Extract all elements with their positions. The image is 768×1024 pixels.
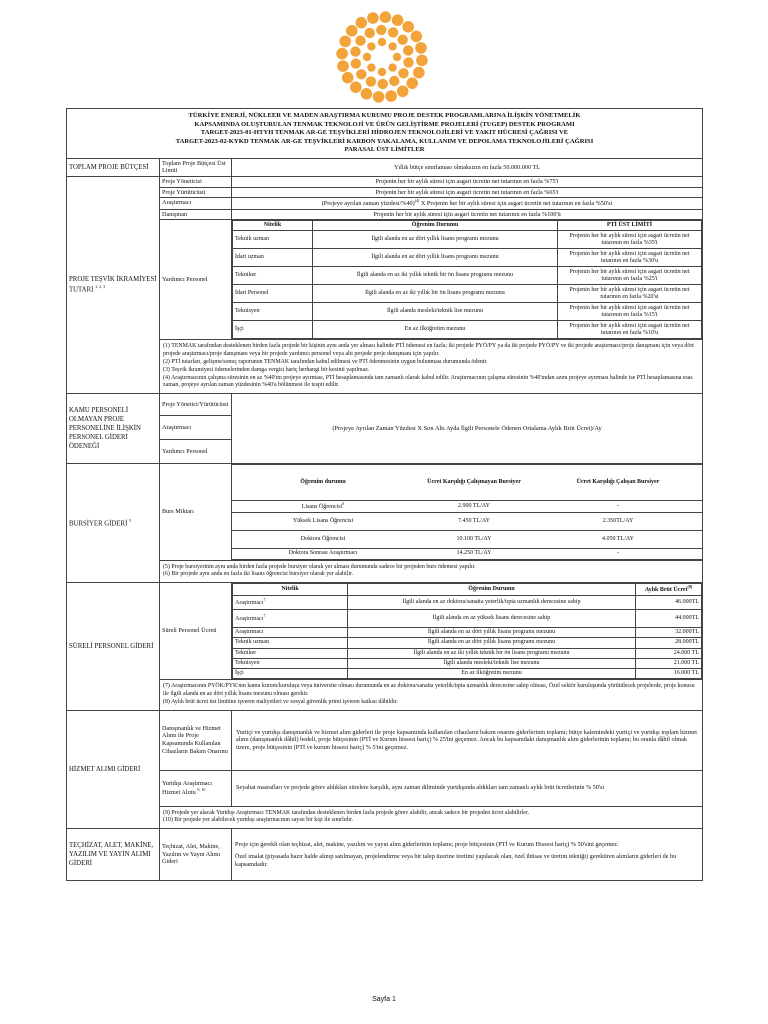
sureli-table [232, 583, 702, 679]
education-level: Yüksek Lisans Öğrencisi [232, 513, 414, 531]
logo-dot [363, 53, 371, 61]
staff-education: İlgili alanda en az doktora/sanatta yeterlik/tıpta uzmanlık derecesine sahip [348, 596, 636, 610]
incentive-section-label: PROJE TEŞVİK İKRAMİYESİ TUTARI $^{1, 2, 3}$ [67, 176, 160, 393]
helper-education: En az ilköğretim mezunu [313, 321, 558, 339]
helper-header: PTİ ÜST LİMİTİ [558, 221, 702, 231]
bursiyer-table [232, 464, 702, 559]
logo-dot [376, 25, 386, 35]
sureli-header: Aylık Brüt Ücret$^{(8)}$ [636, 584, 702, 596]
bursiyer-section-label: BURSİYER GİDERİ $^5$ [67, 464, 160, 583]
staff-education: En az ilköğretim mezunu [348, 669, 636, 679]
staff-title: Araştırmacı [233, 628, 348, 638]
staff-salary: 46.000TL [636, 596, 702, 610]
logo-dot [388, 63, 396, 71]
scholarship-amount-label: Burs Miktarı [160, 464, 232, 560]
staff-education: İlgili alanda en az dört yıllık lisans programı mezunu [348, 638, 636, 648]
helper-education: İlgili alanda en az dört yıllık lisans programı mezunu [313, 231, 558, 249]
helper-limit: Projenin her bir aylık süresi için asgari ücretin net tutarının en fazla %15'i [558, 303, 702, 321]
logo-dot [393, 53, 401, 61]
bursiyer-header: Ücret Karşılığı Çalışmayan Bursiyer [414, 465, 534, 501]
role-label: Araştırmacı [160, 416, 232, 440]
role-label: Proje Yürütücüsü [160, 187, 232, 198]
logo-dot [342, 72, 354, 84]
logo-dot [356, 17, 368, 29]
limits-table [66, 108, 703, 881]
education-level: Doktora Öğrencisi [232, 531, 414, 549]
consultancy-label: Danışmanlık ve Hizmet Alımı ile Proje Kapsamında Kullanılan Cihazların Bakım Onarımı [160, 710, 232, 770]
table-row [232, 513, 702, 531]
logo-dot [336, 48, 348, 60]
logo-dot [392, 14, 404, 26]
helper-title: İdari uzman [233, 249, 313, 267]
helper-limit: Projenin her bir aylık süresi için asgari ücretin net tutarının en fazla %25'i [558, 267, 702, 285]
role-label: Araştırmacı [160, 198, 232, 210]
staff-title: Araştırmacı$^7$ [233, 596, 348, 610]
helper-education: İlgili alanda en az iki yıllık bir ön lisans programı mezunu [313, 285, 558, 303]
helper-header: Öğrenim Durumu [313, 221, 558, 231]
budget-label: Toplam Proje Bütçesi Üst Limiti [160, 158, 232, 176]
logo-dot [366, 76, 376, 86]
education-level: Doktora Sonrası Araştırmacı [232, 549, 414, 559]
logo-dot [350, 81, 362, 93]
logo-dot [403, 57, 413, 67]
role-label: Proje Yöneticisi [160, 176, 232, 187]
sureli-header: Nitelik [233, 584, 348, 596]
budget-value: Yıllık bütçe sınırlaması olmaksızın en fazla 50.000.000 TL [232, 158, 703, 176]
scholarship-working: - [534, 501, 702, 513]
sun-logo-icon [323, 8, 441, 106]
helper-title: Teknisyen [233, 303, 313, 321]
education-level: Lisans Öğrencisi$^6$ [232, 501, 414, 513]
table-row [233, 648, 702, 658]
helper-limit: Projenin her bir aylık süresi için asgari ücretin net tutarının en fazla %30'u [558, 249, 702, 267]
logo-dot [388, 27, 398, 37]
logo-dot [388, 42, 396, 50]
table-row [233, 303, 702, 321]
staff-education: İlgili alanda en az dört yıllık lisans programı mezunu [348, 628, 636, 638]
role-label: Yardımcı Personel [160, 440, 232, 464]
scholarship-working: 4.050 TL/AY [534, 531, 702, 549]
logo-dot [411, 31, 423, 43]
table-row [233, 638, 702, 648]
budget-section-label: TOPLAM PROJE BÜTÇESİ [67, 158, 160, 176]
logo-dot [355, 36, 365, 46]
logo-dot [373, 91, 385, 103]
staff-salary: 16.000 TL [636, 669, 702, 679]
logo-dot [356, 69, 366, 79]
table-row [233, 267, 702, 285]
table-row [232, 531, 702, 549]
bursiyer-cell [232, 464, 703, 560]
logo-dot [378, 79, 388, 89]
table-row [233, 596, 702, 610]
helper-header: Nitelik [233, 221, 313, 231]
scholarship-working: 2.350TL/AY [534, 513, 702, 531]
logo-dot [398, 35, 408, 45]
table-row [232, 501, 702, 513]
role-text: (Projeye ayrılan zaman yüzdesi/%40)$^{(4)}$ X Projenin her bir aylık süresi için asgari ücretin net tutarının en fazla %50'si [232, 198, 703, 210]
logo-dot [380, 11, 392, 23]
helper-title: Tekniker [233, 267, 313, 285]
logo-dot [367, 12, 379, 24]
logo-dot [398, 68, 408, 78]
logo-dot [385, 90, 397, 102]
logo-dot [361, 88, 373, 100]
staff-title: Teknisyen [233, 658, 348, 668]
page-number: Sayfa 1 [372, 996, 396, 1003]
logo-dot [402, 21, 414, 33]
logo-dot [339, 36, 351, 48]
logo-dot [365, 28, 375, 38]
scholarship-nonworking: 14.250 TL/AY [414, 549, 534, 559]
helper-title: İşçi [233, 321, 313, 339]
role-text: Projenin her bir aylık süresi için asgari ücretin net tutarının en fazla %65'i [232, 187, 703, 198]
role-text: Projenin her bir aylık süresi için asgari ücretin net tutarının en fazla %100'ü [232, 209, 703, 220]
equipment-label: Teçhizat, Alet, Makine, Yazılım ve Yayın Alımı Gideri [160, 829, 232, 881]
foreign-researcher-text: Seyahat masrafları ve projede görev aldıkları sürelere karşılık, aynı zaman diliminde yurtdışında aldıkları tam zamanlı aylık brüt ücretlerinin % 50'si [232, 770, 703, 806]
logo-dot [337, 60, 349, 72]
document-title: TÜRKİYE ENERJİ, NÜKLEER VE MADEN ARAŞTIRMA KURUMU PROJE DESTEK PROGRAMLARINA İLİŞKİN YÖNETMELİK KAPSAMINDA OLUŞTURULAN TENMAK TEKNOLOJİ VE ÜRÜN GELİŞTİRME PROJELERİ (TUGEP) DESTEK PROGRAMI TARGET-2023-01-HTYH TENMAK AR-GE TEŞVİKLERİ HİDROJEN TEKNOLOJİLERİ VE YAKIT HÜCRESİ ÇAĞRISI VE TARGET-2023-02-KYKD TENMAK AR-GE TEŞVİKLERİ KARBON YAKALAMA, KULLANIM VE DEPOLAMA TEKNOLOJİLERİ ÇAĞRISI PARASAL ÜST LİMİTLER [67, 109, 703, 159]
sureli-cell [232, 583, 703, 680]
staff-salary: 44.000TL [636, 610, 702, 628]
table-row [233, 610, 702, 628]
logo-dot [351, 58, 361, 68]
scholarship-nonworking: 2.900 TL/AY [414, 501, 534, 513]
hizmet-notes: (9) Projede yer alacak Yurtdışı Araştırmacı TENMAK tarafından desteklenen birden fazla projede görev alabilir, ancak sadece bir projeden ücret alabilirler. (10) Bir projede yer alabilecek yurtdışı araştırmacının sayısı bir kişi ile sınırlıdır. [160, 806, 703, 829]
staff-education: İlgili alanda mesleki/teknik lise mezunu [348, 658, 636, 668]
staff-education: İlgili alanda en az yüksek lisans derecesine sahip [348, 610, 636, 628]
role-text: Projenin her bir aylık süresi için asgari ücretin net tutarının en fazla %75'i [232, 176, 703, 187]
logo-dot [413, 67, 425, 79]
helper-limit: Projenin her bir aylık süresi için asgari ücretin net tutarının en fazla %20'si [558, 285, 702, 303]
staff-education: İlgili alanda en az iki yıllık teknik bir ön lisans programı mezunu [348, 648, 636, 658]
staff-title: Araştırmacı$^7$ [233, 610, 348, 628]
role-label: Proje Yönetici/Yürütücüsü [160, 394, 232, 416]
temporary-staff-label: Süreli Personel Ücreti [160, 583, 232, 680]
consultancy-text: Yurtiçi ve yurtdışı danışmanlık ve hizmet alım giderleri ile proje kapsamında kullanılan cihazların bakım onarım giderlerinin toplamı; bütçe kalemindeki yurtiçi ve yurtdışı toplam hizmet alımı (danışmanlık dâhil) bedeli, proje bütçesinin (PTİ ve Kurum hissesi hariç) % 25'ini geçemez. Ancak bu kapsamdaki danışmanlık alım giderlerinin toplamı; bu oranla dâhil olmak üzere, proje bütçesinin (PTİ ve kurum hissesi hariç) % 5'ini geçemez. [232, 710, 703, 770]
staff-salary: 32.000TL [636, 628, 702, 638]
staff-title: Tekniker [233, 648, 348, 658]
sureli-notes: (7) Araştırmacının PYÖK/PYK'nın kamu kurum/kuruluşu veya üniversite olması durumunda en az doktora/sanatta yeterlik/tıpta uzmanlık derecesine sahip olması, Özel sektör kuruluşunda yürütülecek projelerde, proje konusu ile ilgili alanda en az dört yıllık lisans mezunu olması gerekir. (8) Aylık brüt ücret üst limitine işveren maliyetleri ve sosyal güvenlik primi işveren katkısı dâhildir. [160, 680, 703, 710]
scholarship-nonworking: 7.450 TL/AY [414, 513, 534, 531]
techizat-section-label: TEÇHİZAT, ALET, MAKİNE, YAZILIM VE YAYIN ALIMI GİDERİ [67, 829, 160, 881]
staff-salary: 28.000TL [636, 638, 702, 648]
logo-dot [367, 42, 375, 50]
sureli-header: Öğrenim Durumu [348, 584, 636, 596]
logo-dot [378, 68, 386, 76]
staff-title: Teknik uzman [233, 638, 348, 648]
table-row [233, 231, 702, 249]
table-row [233, 669, 702, 679]
logo-dot [367, 63, 375, 71]
helper-education: İlgili alanda mesleki/teknik lise mezunu [313, 303, 558, 321]
logo-dot [415, 42, 427, 54]
logo-dot [397, 86, 409, 98]
table-row [232, 549, 702, 559]
helper-staff-cell [232, 220, 703, 340]
staff-salary: 21.000 TL [636, 658, 702, 668]
equipment-text: Proje için gerekli olan teçhizat, alet, makine, yazılım ve yayın alım giderlerinin toplamı; proje bütçesinin (PTİ ve Kurum Hissesi hariç) % 50'sini geçemez. Özel imalat (piyasada hazır halde alınıp satılmayan, projelendirme veya bir talep üzerine üretimi yapılacak olan, özel ihtisas ve üretim tekniği) gerektiren alımların giderleri de bu kapsamdadır. [232, 829, 703, 881]
table-row [233, 628, 702, 638]
helper-limit: Projenin her bir aylık süresi için asgari ücretin net tutarının en fazla %10'u [558, 321, 702, 339]
bursiyer-notes: (5) Proje bursiyerinin aynı anda birden fazla projede bursiyer olarak yer alması durumunda sadece bir projeden burs ödemesi yapılır. (6) Bir projede aynı anda en fazla iki lisans öğrencisi bursiyer olarak yer alabilir. [160, 560, 703, 583]
kamu-section-label: KAMU PERSONELİ OLMAYAN PROJE PERSONELİNE İLİŞKİN PERSONEL GİDERİ ÖDENEĞİ [67, 394, 160, 464]
helper-education: İlgili alanda en az iki yıllık teknik bir ön lisans programı mezunu [313, 267, 558, 285]
logo-dot [389, 76, 399, 86]
logo-dot [346, 25, 358, 37]
table-row [233, 658, 702, 668]
logo-dot [406, 77, 418, 89]
staff-salary: 24.000 TL [636, 648, 702, 658]
foreign-researcher-label: Yurtdışı Araştırmacı Hizmet Alımı $^{9, 10}$ [160, 770, 232, 806]
sureli-section-label: SÜRELİ PERSONEL GİDERİ [67, 583, 160, 710]
table-row [233, 249, 702, 267]
hizmet-section-label: HİZMET ALIMI GİDERİ [67, 710, 160, 829]
staff-title: İşçi [233, 669, 348, 679]
kamu-formula: (Projeye Ayrılan Zaman Yüzdesi X Son Altı Ayda İlgili Personele Ödenen Ortalama Aylık Brüt Ücret)/Ay [232, 394, 703, 464]
logo-dot [416, 55, 428, 67]
logo-dot [350, 46, 360, 56]
bursiyer-header: Ücret Karşılığı Çalışan Bursiyer [534, 465, 702, 501]
helper-staff-table [232, 220, 702, 339]
scholarship-nonworking: 10.100 TL/AY [414, 531, 534, 549]
scholarship-working: - [534, 549, 702, 559]
helper-title: İdari Personel [233, 285, 313, 303]
role-label: Danışman [160, 209, 232, 220]
helper-limit: Projenin her bir aylık süresi için asgari ücretin net tutarının en fazla %35'i [558, 231, 702, 249]
helper-title: Teknik uzman [233, 231, 313, 249]
bursiyer-header: Öğrenim durumu [232, 465, 414, 501]
helper-education: İlgili alanda en az dört yıllık lisans programı mezunu [313, 249, 558, 267]
table-row [233, 321, 702, 339]
incentive-notes: (1) TENMAK tarafından desteklenen birden fazla projede bir kişinin aynı anda yer alması halinde PTİ ödemesi en fazla; iki projede PYÖ/PY ya da iki projede PYÖ/PY ve iki projede araştırmacı/proje danışmanı için veya dört projede araştırmacı/proje danışmanı veya bir projede yardımcı personel veya altı projede proje danışmanı için yapılır. (2) PTİ tutarları, gelişme/sonuç raporunun TENMAK tarafından kabul edilmesi ve PTİ ödenmesinin uygun bulunması durumunda ödenir. (3) Teşvik ikramiyesi ödemelerinden damga vergisi hariç herhangi bir kesinti yapılmaz. (4) Araştırmacının çalışma süresinin en az %40'ını projeye ayırması, PTİ hesaplamasında tam zamanlı olarak kabul edilir. Araştırmacının çalışma süresinin %40'ından azını projeye ayırması halinde ise PTİ hesaplamasına esas zaman, projeye ayrılan zaman yüzdesinin %40'a bölünmesi ile tespit edilir. [160, 340, 703, 394]
table-row [233, 285, 702, 303]
logo-dot [403, 45, 413, 55]
helper-staff-label: Yardımcı Personel [160, 220, 232, 340]
logo-dot [378, 38, 386, 46]
